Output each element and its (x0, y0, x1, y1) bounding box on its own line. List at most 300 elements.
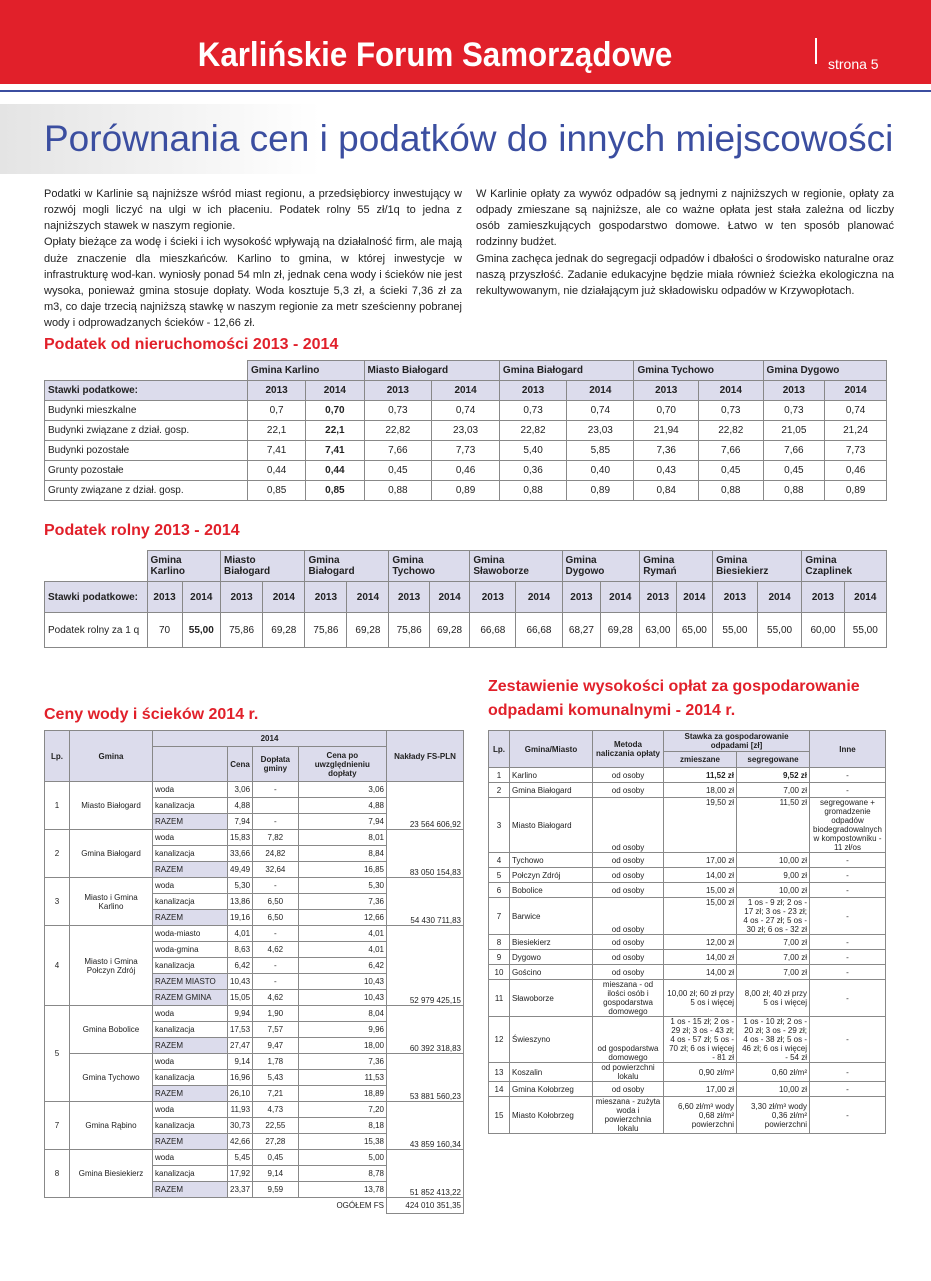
gmina-cell: Koszalin (510, 1063, 593, 1082)
type-cell: woda (153, 1006, 228, 1022)
segregowane-cell: 9,00 zł (737, 868, 810, 883)
lp-cell: 4 (45, 926, 70, 1006)
table-row (45, 1006, 464, 1022)
agri-tax-table (44, 550, 887, 648)
table-row (45, 782, 464, 798)
lp-cell: 15 (489, 1097, 510, 1134)
doplata-cell: 4,73 (253, 1102, 299, 1118)
value-cell: 23,03 (567, 421, 634, 441)
value-cell: 0,74 (567, 401, 634, 421)
price-after-cell: 18,00 (298, 1038, 386, 1054)
zmieszane-cell: 14,00 zł (664, 950, 737, 965)
row-label: Podatek rolny za 1 q (45, 613, 148, 648)
property-tax-table (44, 360, 887, 501)
price-cell: 26,10 (228, 1086, 253, 1102)
segregowane-cell: 1 os - 10 zł; 2 os - 20 zł; 3 os - 29 zł; 4 os - 38 zł; 5 os - 46 zł; 6 os i więcej - 54 zł (737, 1017, 810, 1063)
doplata-cell: - (253, 926, 299, 942)
table-row (489, 950, 886, 965)
segregowane-cell: 11,50 zł (737, 798, 810, 853)
value-cell: 0,45 (699, 461, 764, 481)
type-cell: RAZEM (153, 910, 228, 926)
naklady-cell: 60 392 318,83 (387, 1006, 464, 1054)
value-cell: 0,44 (248, 461, 306, 481)
price-after-cell: 10,43 (298, 990, 386, 1006)
table-row (45, 421, 887, 441)
gmina-cell: Miasto i Gmina Połczyn Zdrój (70, 926, 153, 1006)
zmieszane-cell: 6,60 zł/m³ wody 0,68 zł/m² powierzchni (664, 1097, 737, 1134)
type-cell: kanalizacja (153, 958, 228, 974)
price-cell: 27,47 (228, 1038, 253, 1054)
metoda-header: Metoda naliczania opłaty (593, 731, 664, 768)
segregowane-cell: 7,00 zł (737, 950, 810, 965)
price-cell: 8,63 (228, 942, 253, 958)
naklady-cell: 23 564 606,92 (387, 782, 464, 830)
inne-cell: - (810, 935, 886, 950)
gmina-cell: Bobolice (510, 883, 593, 898)
lp-cell: 3 (45, 878, 70, 926)
row-label: Budynki mieszkalne (45, 401, 248, 421)
price-after-cell: 13,78 (298, 1182, 386, 1198)
lp-cell: 4 (489, 853, 510, 868)
group-header: Gmina Tychowo (389, 551, 470, 582)
segregowane-header: segregowane (737, 751, 810, 767)
value-cell: 0,70 (306, 401, 364, 421)
metoda-cell: mieszana - od ilości osób i gospodarstwa domowego (593, 980, 664, 1017)
doplata-cell: 27,28 (253, 1134, 299, 1150)
price-after-cell: 5,30 (298, 878, 386, 894)
group-header: Gmina Rymań (640, 551, 713, 582)
segregowane-cell: 1 os - 9 zł; 2 os - 17 zł; 3 os - 23 zł; 4 os - 27 zł; 5 os - 30 zł; 6 os - 32 zł (737, 898, 810, 935)
table-row (489, 768, 886, 783)
price-cell: 11,93 (228, 1102, 253, 1118)
year-header: 2013 (147, 582, 182, 613)
type-cell: RAZEM (153, 1038, 228, 1054)
value-cell: 66,68 (470, 613, 516, 648)
value-cell: 0,73 (699, 401, 764, 421)
year-header: 2014 (757, 582, 802, 613)
inne-cell: - (810, 883, 886, 898)
gmina-cell: Gmina Tychowo (70, 1054, 153, 1102)
table-row (489, 783, 886, 798)
gmina-header: Gmina (70, 731, 153, 782)
water-prices-table (44, 730, 464, 1214)
naklady-cell: 52 979 425,15 (387, 926, 464, 1006)
year-header: 2014 (516, 582, 562, 613)
metoda-cell: od osoby (593, 853, 664, 868)
value-cell: 0,88 (364, 481, 432, 501)
table-row (489, 935, 886, 950)
total-value: 424 010 351,35 (387, 1198, 464, 1214)
lp-cell: 7 (489, 898, 510, 935)
year-header: 2014 (306, 381, 364, 401)
header-title: Karlińskie Forum Samorządowe (197, 36, 673, 74)
price-cell: 10,43 (228, 974, 253, 990)
header-stripe (0, 84, 931, 92)
gmina-cell: Gmina Kołobrzeg (510, 1082, 593, 1097)
doplata-cell: 7,82 (253, 830, 299, 846)
doplata-cell: - (253, 974, 299, 990)
waste-fees-heading-line1: Zestawienie wysokości opłat za gospodarowanie (488, 678, 860, 695)
year-header: 2013 (389, 582, 429, 613)
inne-cell: segregowane + gromadzenie odpadów biodegradowalnych w kompostowniku - 11 zł/os (810, 798, 886, 853)
price-after-cell: 5,00 (298, 1150, 386, 1166)
price-cell: 30,73 (228, 1118, 253, 1134)
value-cell: 7,73 (825, 441, 887, 461)
doplata-cell: 6,50 (253, 894, 299, 910)
metoda-cell: od gospodarstwa domowego (593, 1017, 664, 1063)
price-cell: 9,14 (228, 1054, 253, 1070)
value-cell: 60,00 (802, 613, 844, 648)
year-header: 2013 (220, 582, 262, 613)
lp-header: Lp. (45, 731, 70, 782)
price-cell: 4,01 (228, 926, 253, 942)
year-header: 2013 (364, 381, 432, 401)
price-cell: 5,45 (228, 1150, 253, 1166)
price-after-cell: 6,42 (298, 958, 386, 974)
inne-cell: - (810, 950, 886, 965)
price-after-cell: 8,84 (298, 846, 386, 862)
inne-cell: - (810, 1017, 886, 1063)
type-cell: woda-miasto (153, 926, 228, 942)
price-after-cell: 18,89 (298, 1086, 386, 1102)
lp-cell: 9 (489, 950, 510, 965)
doplata-cell: - (253, 782, 299, 798)
value-cell: 0,88 (499, 481, 566, 501)
intro-paragraph: Podatki w Karlinie są najniższe wśród miast regionu, a przedsiębiorcy inwestujący w rozwój mogli liczyć na ulgi w ich płaceniu. Podatek rolny 55 zł/1q to jedna z najniższych stawek w naszym regionie. (44, 188, 462, 233)
gmina-cell: Gmina Białogard (70, 830, 153, 878)
price-after-cell: 8,04 (298, 1006, 386, 1022)
year-header: 2013 (802, 582, 844, 613)
doplata-header: Dopłata gminy (253, 747, 299, 782)
segregowane-cell: 10,00 zł (737, 853, 810, 868)
segregowane-cell: 9,52 zł (737, 768, 810, 783)
metoda-cell: od osoby (593, 798, 664, 853)
gmina-cell: Biesiekierz (510, 935, 593, 950)
value-cell: 0,73 (499, 401, 566, 421)
value-cell: 75,86 (220, 613, 262, 648)
gmina-cell: Gmina Biesiekierz (70, 1150, 153, 1198)
value-cell: 0,88 (699, 481, 764, 501)
table-row (45, 1054, 464, 1070)
price-cell: 6,42 (228, 958, 253, 974)
empty-cell (45, 361, 248, 381)
header-row (45, 731, 464, 747)
group-header: Gmina Białogard (305, 551, 389, 582)
price-cell: 19,16 (228, 910, 253, 926)
price-cell: 17,53 (228, 1022, 253, 1038)
empty-cell (45, 1198, 387, 1214)
table-row (45, 613, 887, 648)
segregowane-cell: 7,00 zł (737, 935, 810, 950)
table-row (45, 441, 887, 461)
zmieszane-cell: 19,50 zł (664, 798, 737, 853)
gmina-cell: Tychowo (510, 853, 593, 868)
doplata-cell: 9,47 (253, 1038, 299, 1054)
type-cell: woda (153, 1054, 228, 1070)
metoda-cell: od osoby (593, 935, 664, 950)
value-cell: 22,82 (699, 421, 764, 441)
value-cell: 7,41 (248, 441, 306, 461)
year-header: 2013 (562, 582, 601, 613)
value-cell: 5,40 (499, 441, 566, 461)
price-after-cell: 7,20 (298, 1102, 386, 1118)
value-cell: 0,45 (364, 461, 432, 481)
group-header: Gmina Karlino (248, 361, 365, 381)
price-after-cell: 7,36 (298, 894, 386, 910)
table-row (45, 1150, 464, 1166)
value-cell: 55,00 (182, 613, 220, 648)
segregowane-cell: 8,00 zł; 40 zł przy 5 os i więcej (737, 980, 810, 1017)
lp-cell: 6 (489, 883, 510, 898)
value-cell: 7,66 (699, 441, 764, 461)
value-cell: 0,74 (432, 401, 500, 421)
value-cell: 22,82 (364, 421, 432, 441)
price-cell: 33,66 (228, 846, 253, 862)
header-row (45, 551, 887, 582)
year-header: 2014 (347, 582, 389, 613)
table-row (489, 798, 886, 853)
year-header: 2014 (844, 582, 886, 613)
year-header: 2014 (676, 582, 712, 613)
inne-cell: - (810, 783, 886, 798)
header-divider (815, 38, 817, 64)
lp-cell: 5 (489, 868, 510, 883)
inne-cell: - (810, 965, 886, 980)
type-cell: RAZEM (153, 814, 228, 830)
table-row (45, 481, 887, 501)
table-row (45, 830, 464, 846)
type-cell: woda (153, 878, 228, 894)
type-cell: kanalizacja (153, 1070, 228, 1086)
price-cell: 5,30 (228, 878, 253, 894)
value-cell: 0,84 (634, 481, 699, 501)
zmieszane-cell: 17,00 zł (664, 1082, 737, 1097)
segregowane-cell: 7,00 zł (737, 783, 810, 798)
table-row (489, 965, 886, 980)
naklady-cell: 54 430 711,83 (387, 878, 464, 926)
page-number: strona 5 (828, 56, 879, 72)
year-header: 2013 (499, 381, 566, 401)
zmieszane-cell: 17,00 zł (664, 853, 737, 868)
lp-cell: 12 (489, 1017, 510, 1063)
price-after-cell: 3,06 (298, 782, 386, 798)
price-after-cell: 8,18 (298, 1118, 386, 1134)
price-after-cell: 9,96 (298, 1022, 386, 1038)
group-header: Gmina Karlino (147, 551, 220, 582)
segregowane-cell: 0,60 zł/m² (737, 1063, 810, 1082)
lp-cell: 2 (489, 783, 510, 798)
year-header: 2014 (825, 381, 887, 401)
zmieszane-cell: 0,90 zł/m² (664, 1063, 737, 1082)
value-cell: 69,28 (347, 613, 389, 648)
gmina-cell: Karlino (510, 768, 593, 783)
metoda-cell: od osoby (593, 965, 664, 980)
value-cell: 69,28 (429, 613, 469, 648)
naklady-cell: 53 881 560,23 (387, 1054, 464, 1102)
zmieszane-cell: 15,00 zł (664, 898, 737, 935)
lp-cell: 13 (489, 1063, 510, 1082)
lp-cell: 1 (489, 768, 510, 783)
lp-cell: 8 (489, 935, 510, 950)
doplata-cell: 6,50 (253, 910, 299, 926)
value-cell: 0,73 (364, 401, 432, 421)
price-after-cell: 7,36 (298, 1054, 386, 1070)
lp-cell: 3 (489, 798, 510, 853)
header-bar (0, 0, 931, 84)
doplata-cell: 32,64 (253, 862, 299, 878)
gmina-cell: Miasto Kołobrzeg (510, 1097, 593, 1134)
value-cell: 0,74 (825, 401, 887, 421)
zmieszane-cell: 10,00 zł; 60 zł przy 5 os i więcej (664, 980, 737, 1017)
value-cell: 70 (147, 613, 182, 648)
type-cell: RAZEM (153, 1086, 228, 1102)
value-cell: 75,86 (305, 613, 347, 648)
value-cell: 0,73 (763, 401, 825, 421)
table-row (489, 1017, 886, 1063)
value-cell: 22,82 (499, 421, 566, 441)
doplata-cell: 4,62 (253, 990, 299, 1006)
value-cell: 0,40 (567, 461, 634, 481)
row-label: Grunty związane z dział. gosp. (45, 481, 248, 501)
years-row (45, 381, 887, 401)
value-cell: 7,66 (763, 441, 825, 461)
water-prices-heading: Ceny wody i ścieków 2014 r. (44, 706, 259, 723)
type-cell: RAZEM (153, 1182, 228, 1198)
gmina-cell: Gościno (510, 965, 593, 980)
price-cell: 15,05 (228, 990, 253, 1006)
year-header: 2013 (640, 582, 676, 613)
cena-po-header: Cena po uwzględnieniu dopłaty (298, 747, 386, 782)
table-row (489, 1082, 886, 1097)
total-row (45, 1198, 464, 1214)
price-after-cell: 16,85 (298, 862, 386, 878)
doplata-cell: 0,45 (253, 1150, 299, 1166)
lp-cell: 14 (489, 1082, 510, 1097)
price-after-cell: 8,01 (298, 830, 386, 846)
group-header: Gmina Dygowo (763, 361, 886, 381)
metoda-cell: od osoby (593, 898, 664, 935)
years-row (45, 582, 887, 613)
inne-header: Inne (810, 731, 886, 768)
metoda-cell: od osoby (593, 883, 664, 898)
row-label: Budynki związane z dział. gosp. (45, 421, 248, 441)
inne-cell: - (810, 980, 886, 1017)
doplata-cell: - (253, 958, 299, 974)
price-cell: 17,92 (228, 1166, 253, 1182)
doplata-cell: 9,14 (253, 1166, 299, 1182)
doplata-cell: 7,57 (253, 1022, 299, 1038)
year-header: 2013 (763, 381, 825, 401)
price-after-cell: 4,01 (298, 942, 386, 958)
type-cell: RAZEM (153, 862, 228, 878)
price-cell: 23,37 (228, 1182, 253, 1198)
zmieszane-cell: 18,00 zł (664, 783, 737, 798)
cena-header: Cena (228, 747, 253, 782)
value-cell: 68,27 (562, 613, 601, 648)
table-row (45, 1102, 464, 1118)
lp-cell: 1 (45, 782, 70, 830)
type-cell: kanalizacja (153, 1118, 228, 1134)
zmieszane-cell: 14,00 zł (664, 868, 737, 883)
value-cell: 0,7 (248, 401, 306, 421)
type-cell: kanalizacja (153, 894, 228, 910)
inne-cell: - (810, 1082, 886, 1097)
segregowane-cell: 10,00 zł (737, 883, 810, 898)
total-label: OGÓŁEM FS (336, 1201, 384, 1211)
type-cell: woda (153, 830, 228, 846)
year-header: 2014 (153, 731, 387, 747)
row-label: Grunty pozostałe (45, 461, 248, 481)
price-cell: 7,94 (228, 814, 253, 830)
value-cell: 0,85 (248, 481, 306, 501)
naklady-header: Nakłady FS-PLN (387, 731, 464, 782)
doplata-cell: 5,43 (253, 1070, 299, 1086)
year-header: 2014 (182, 582, 220, 613)
type-cell: woda-gmina (153, 942, 228, 958)
table-row (489, 1063, 886, 1082)
property-tax-heading: Podatek od nieruchomości 2013 - 2014 (44, 336, 339, 353)
value-cell: 7,73 (432, 441, 500, 461)
segregowane-cell: 10,00 zł (737, 1082, 810, 1097)
price-cell: 16,96 (228, 1070, 253, 1086)
type-cell: woda (153, 1150, 228, 1166)
year-header: 2014 (432, 381, 500, 401)
price-after-cell: 8,78 (298, 1166, 386, 1182)
year-header: 2014 (699, 381, 764, 401)
group-header: Gmina Sławoborze (470, 551, 562, 582)
zmieszane-cell: 12,00 zł (664, 935, 737, 950)
type-cell: kanalizacja (153, 1166, 228, 1182)
intro-left-column (44, 186, 462, 331)
doplata-cell (253, 798, 299, 814)
table-row (489, 1097, 886, 1134)
group-header: Gmina Biesiekierz (713, 551, 802, 582)
price-after-cell: 10,43 (298, 974, 386, 990)
naklady-cell: 43 859 160,34 (387, 1102, 464, 1150)
metoda-cell: od powierzchni lokalu (593, 1063, 664, 1082)
value-cell: 0,89 (567, 481, 634, 501)
naklady-cell: 51 852 413,22 (387, 1150, 464, 1198)
year-header: 2013 (470, 582, 516, 613)
value-cell: 22,1 (248, 421, 306, 441)
year-header: 2013 (634, 381, 699, 401)
table-row (45, 461, 887, 481)
price-after-cell: 11,53 (298, 1070, 386, 1086)
value-cell: 0,36 (499, 461, 566, 481)
value-cell: 0,46 (432, 461, 500, 481)
price-after-cell: 15,38 (298, 1134, 386, 1150)
value-cell: 21,05 (763, 421, 825, 441)
segregowane-cell: 7,00 zł (737, 965, 810, 980)
gmina-cell: Gmina Białogard (510, 783, 593, 798)
table-row (489, 980, 886, 1017)
value-cell: 5,85 (567, 441, 634, 461)
value-cell: 0,70 (634, 401, 699, 421)
gmina-cell: Gmina Rąbino (70, 1102, 153, 1150)
year-header: 2014 (263, 582, 305, 613)
gmina-cell: Świeszyno (510, 1017, 593, 1063)
value-cell: 21,94 (634, 421, 699, 441)
price-after-cell: 4,88 (298, 798, 386, 814)
doplata-cell: 4,62 (253, 942, 299, 958)
zmieszane-cell: 14,00 zł (664, 965, 737, 980)
table-row (489, 883, 886, 898)
gmina-cell: Miasto i Gmina Karlino (70, 878, 153, 926)
intro-paragraph: Gmina zachęca jednak do segregacji odpadów i dbałości o środowisko naturalne oraz naszą przyszłość. Zadanie edukacyjne będzie miała również ścieżka ekologiczna na rekultywowanym, nie działającym już składowisku odpadów w Krzywopłotach. (476, 252, 894, 297)
gmina-cell: Sławoborze (510, 980, 593, 1017)
page-title: Porównania cen i podatków do innych miejscowości (44, 118, 894, 159)
price-cell: 9,94 (228, 1006, 253, 1022)
